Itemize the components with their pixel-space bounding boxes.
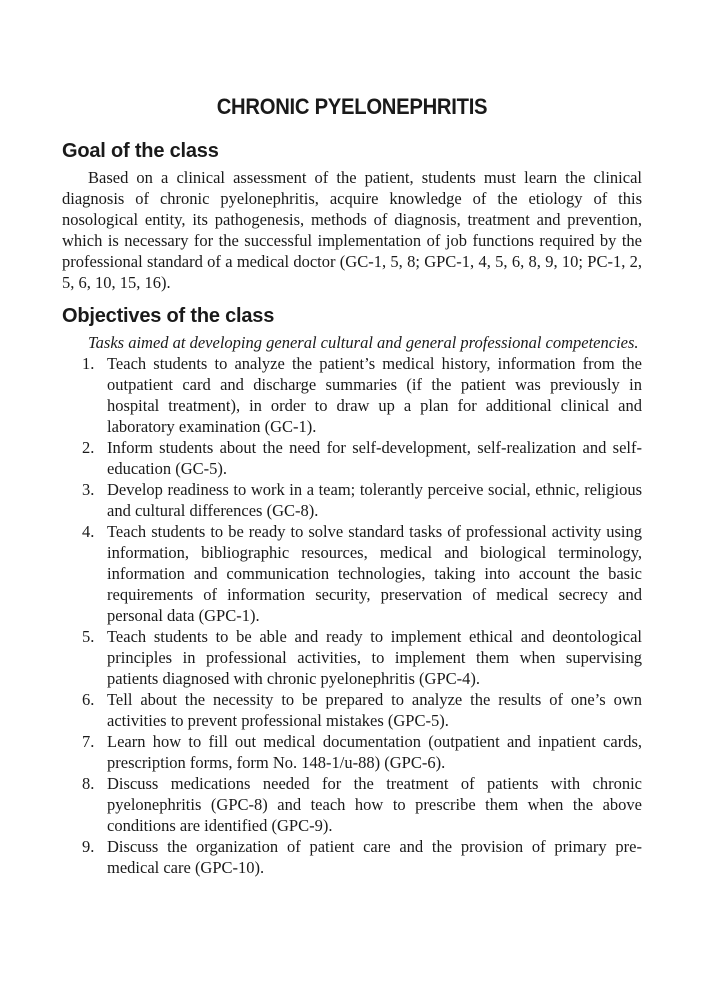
objectives-intro: Tasks aimed at developing general cultural and general professional competencies. bbox=[88, 333, 639, 352]
objective-number: 4. bbox=[82, 522, 95, 541]
page-title: CHRONIC PYELONEPHRITIS bbox=[216, 94, 488, 119]
objective-number: 1. bbox=[82, 354, 95, 373]
objective-text: Discuss the organization of patient care and the provision of primary pre-medical care (GPC-10). bbox=[107, 837, 642, 877]
objective-text: Teach students to analyze the patient’s medical history, information from the outpatient card and discharge summaries (if the patient was previously in hospital treatment), in order to draw up a plan for additional clinical and laboratory examination (GC-1). bbox=[107, 354, 642, 436]
goal-paragraph: Based on a clinical assessment of the patient, students must learn the clinical diagnosis of chronic pyelonephritis, acquire knowledge of the etiology of this nosological entity, its pathogenesis, methods of diagnosis, treatment and prevention, which is necessary for the successful implementation of job functions required by the professional standard of a medical doctor (GC-1, 5, 8; GPC-1, 4, 5, 6, 8, 9, 10; PC-1, 2, 5, 6, 10, 15, 16). bbox=[62, 168, 642, 292]
objective-item bbox=[62, 689, 642, 731]
objectives-heading: Objectives of the class bbox=[62, 305, 275, 327]
objective-text: Teach students to be able and ready to implement ethical and deontological principles in professional activities, to implement them when supervising patients diagnosed with chronic pyelonephritis (GPC-4). bbox=[107, 627, 642, 688]
objective-number: 8. bbox=[82, 774, 95, 793]
objective-item bbox=[62, 773, 642, 836]
objective-item bbox=[62, 731, 642, 773]
objective-number: 5. bbox=[82, 627, 95, 646]
objective-number: 6. bbox=[82, 690, 95, 709]
objective-text: Learn how to fill out medical documentation (outpatient and inpatient cards, prescription forms, form No. 148-1/u-88) (GPC-6). bbox=[107, 732, 642, 772]
objective-text: Tell about the necessity to be prepared to analyze the results of one’s own activities to prevent professional mistakes (GPC-5). bbox=[107, 690, 642, 730]
document-page bbox=[62, 94, 642, 878]
objective-number: 3. bbox=[82, 480, 95, 499]
objective-item bbox=[62, 521, 642, 626]
objective-item bbox=[62, 626, 642, 689]
objective-item bbox=[62, 479, 642, 521]
objective-text: Develop readiness to work in a team; tolerantly perceive social, ethnic, religious and cultural differences (GC-8). bbox=[107, 480, 642, 520]
objective-text: Discuss medications needed for the treatment of patients with chronic pyelonephritis (GPC-8) and teach how to prescribe them when the above conditions are identified (GPC-9). bbox=[107, 774, 642, 835]
objective-item bbox=[62, 836, 642, 878]
objective-number: 9. bbox=[82, 837, 95, 856]
objective-text: Inform students about the need for self-development, self-realization and self-education (GC-5). bbox=[107, 438, 642, 478]
objective-item bbox=[62, 437, 642, 479]
objective-text: Teach students to be ready to solve standard tasks of professional activity using information, bibliographic resources, medical and biological terminology, information and communication technologies, taking into account the basic requirements of information security, preservation of medical secrecy and personal data (GPC-1). bbox=[107, 522, 642, 625]
objectives-list bbox=[62, 353, 642, 878]
goal-heading: Goal of the class bbox=[62, 140, 219, 162]
objective-number: 2. bbox=[82, 438, 95, 457]
objective-item bbox=[62, 353, 642, 437]
objective-number: 7. bbox=[82, 732, 95, 751]
